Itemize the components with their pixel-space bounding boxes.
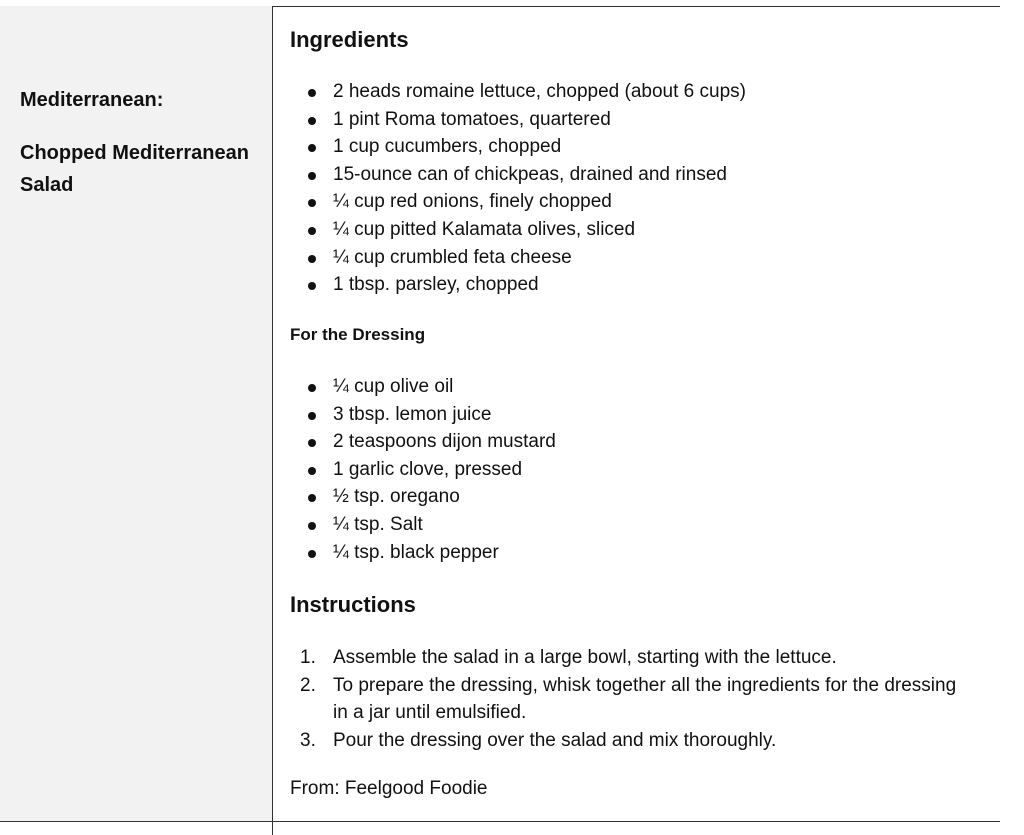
list-item: ½ tsp. oregano	[290, 483, 556, 511]
step-number: 3.	[300, 729, 316, 751]
recipe-title: Chopped Mediterranean Salad	[20, 142, 249, 196]
list-item: 1 garlic clove, pressed	[290, 456, 556, 484]
list-item: 2 heads romaine lettuce, chopped (about 6 cups)	[290, 78, 746, 106]
list-item: 3 tbsp. lemon juice	[290, 401, 556, 429]
list-item	[290, 727, 963, 755]
list-item: 1 tbsp. parsley, chopped	[290, 271, 746, 299]
dressing-heading: For the Dressing	[290, 325, 426, 344]
step-number: 2.	[300, 674, 316, 696]
list-item: ¼ cup crumbled feta cheese	[290, 244, 746, 272]
instructions-list	[290, 644, 963, 754]
step-text: Assemble the salad in a large bowl, starting with the lettuce.	[333, 647, 837, 668]
list-item: ¼ cup red onions, finely chopped	[290, 188, 746, 216]
list-item: 1 cup cucumbers, chopped	[290, 133, 746, 161]
recipe-label-column	[0, 6, 272, 821]
list-item: 15-ounce can of chickpeas, drained and rinsed	[290, 161, 746, 189]
instructions-heading: Instructions	[290, 592, 416, 617]
cuisine-label: Mediterranean:	[20, 89, 164, 111]
list-item: 2 teaspoons dijon mustard	[290, 428, 556, 456]
table-bottom-border	[0, 821, 1000, 822]
list-item: ¼ cup pitted Kalamata olives, sliced	[290, 216, 746, 244]
list-item	[290, 672, 963, 727]
list-item: ¼ tsp. Salt	[290, 511, 556, 539]
table-top-border	[272, 6, 1000, 7]
list-item	[290, 644, 963, 672]
ingredients-list	[290, 78, 746, 299]
step-text: To prepare the dressing, whisk together all the ingredients for the dressing in a jar until emulsified.	[333, 674, 957, 724]
list-item: 1 pint Roma tomatoes, quartered	[290, 106, 746, 134]
list-item: ¼ cup olive oil	[290, 373, 556, 401]
step-text: Pour the dressing over the salad and mix thoroughly.	[333, 729, 777, 751]
recipe-source: From: Feelgood Foodie	[290, 778, 488, 799]
list-item: ¼ tsp. black pepper	[290, 539, 556, 567]
column-divider	[272, 6, 273, 835]
step-number: 1.	[300, 647, 316, 668]
dressing-list	[290, 373, 556, 566]
ingredients-heading: Ingredients	[290, 27, 409, 52]
